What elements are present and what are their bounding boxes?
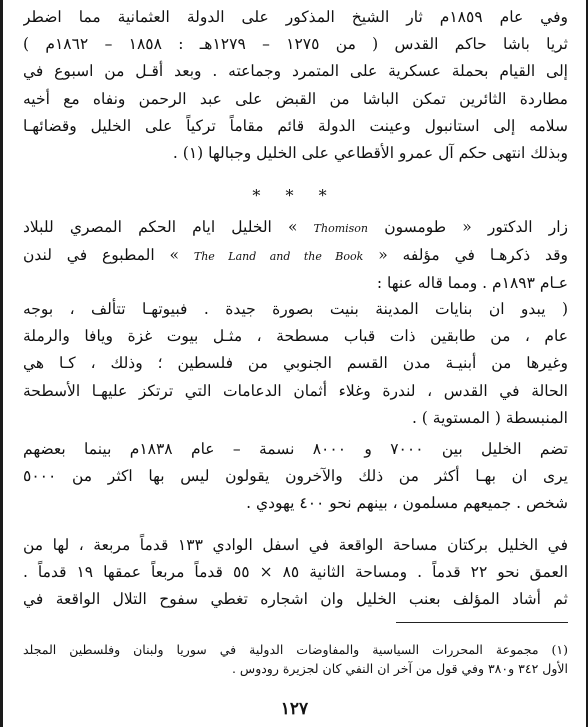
text-line: عام ، من طابقين ذات قباب مسطحة ، مثـل بيوت غزة ويافا والرملة xyxy=(23,327,568,346)
text-line: وفي عام ١٨٥٩م ثار الشيخ المذكور على الدولة العثمانية مما اضطر xyxy=(23,8,568,26)
quote-paragraph xyxy=(23,296,568,432)
text-line: وغيرها من أبنيـة مدن القسم الجنوبي من فلسطين ؛ وذلك ، كـا هي xyxy=(23,354,568,373)
text-line: شخص . جميعهم مسلمون ، بينهم نحو ٤٠٠ يهودي . xyxy=(246,494,568,513)
text-line: يرى ان بهـا أكثر من ذلك والآخرون يقولون ليس بها اكثر من ٥٠٠٠ xyxy=(23,467,568,486)
paragraph-3 xyxy=(23,436,568,518)
text-line: زار الدكتور « طومسون Thomison » الخليل ايام الحكم المصري للبلاد xyxy=(23,218,568,236)
text-line: وقد ذكرهـا في مؤلفه « The Land and the Book » المطبوع في لندن xyxy=(23,246,568,265)
text-line: ثريا باشا حاكم القدس ( من ١٢٧٥ – ١٢٧٩هـ : ١٨٥٨ – ١٨٦٢م ) xyxy=(23,35,568,54)
text-line: الحالة في القدس ، لندرة وغلاء أثمان الدعامات التي ترتكز عليهـا الأسطحة xyxy=(23,381,568,400)
text-line: عـام ١٨٩٣م . ومما قاله عنها : xyxy=(376,274,568,293)
text-line: العمق نحو ٢٢ قدماً . ومساحة الثانية ٨٥ × ٥٥ قدماً مربعاً عمقها ١٩ قدماً . xyxy=(23,563,568,582)
text-line: إلى القيام بحملة عسكرية على المتمرد وجماعته . وبعد أقـل من اسبوع في xyxy=(23,62,568,81)
paragraph-1 xyxy=(23,4,568,167)
text-line: تضم الخليل بين ٧٠٠٠ و ٨٠٠٠ نسمة – عام ١٨٣٨م بينما بعضهم xyxy=(23,440,568,458)
text-line: مطاردة الثائرين تمكن الباشا من القبض على عبد الرحمن ونفاه مع أخيه xyxy=(23,89,568,108)
section-separator: * * * xyxy=(252,186,337,205)
text-line: ( يبدو ان بنايات المدينة بنيت بصورة جيدة . فبيوتهـا تتألف ، بوجه xyxy=(23,300,568,318)
text-line: في الخليل بركتان مساحة الواقعة في اسفل الوادي ١٣٣ قدماً مربعة ، لها من xyxy=(23,536,568,554)
footnote-divider xyxy=(396,622,568,623)
paragraph-2 xyxy=(23,214,568,298)
footnote-line: الأول ٣٤٢ و٣٨٠ وفي قول من آخر ان النفي كان لجزيرة رودوس . xyxy=(231,661,568,676)
text-line: ثم أشاد المؤلف بعنب الخليل وان اشجاره تغطي سفوح التلال الواقعة في xyxy=(23,590,568,609)
text-line: وبذلك انتهى حكم آل عمرو الأقطاعي على الخليل وجبالها (١) . xyxy=(172,144,568,163)
paragraph-4 xyxy=(23,532,568,614)
footnote xyxy=(23,640,568,678)
text-line: المنبسطة ( المستوية ) . xyxy=(411,408,568,427)
footnote-line: (١) مجموعة المحررات السياسية والمفاوضات الدولية في سوريا ولبنان وفلسطين المجلد xyxy=(23,642,568,657)
text-line: سلامه إلى استانبول وعينت الدولة قائم مقاماً تركياً على الخليل وقضائهـا xyxy=(23,116,568,135)
page-number: ١٢٧ xyxy=(280,699,309,719)
